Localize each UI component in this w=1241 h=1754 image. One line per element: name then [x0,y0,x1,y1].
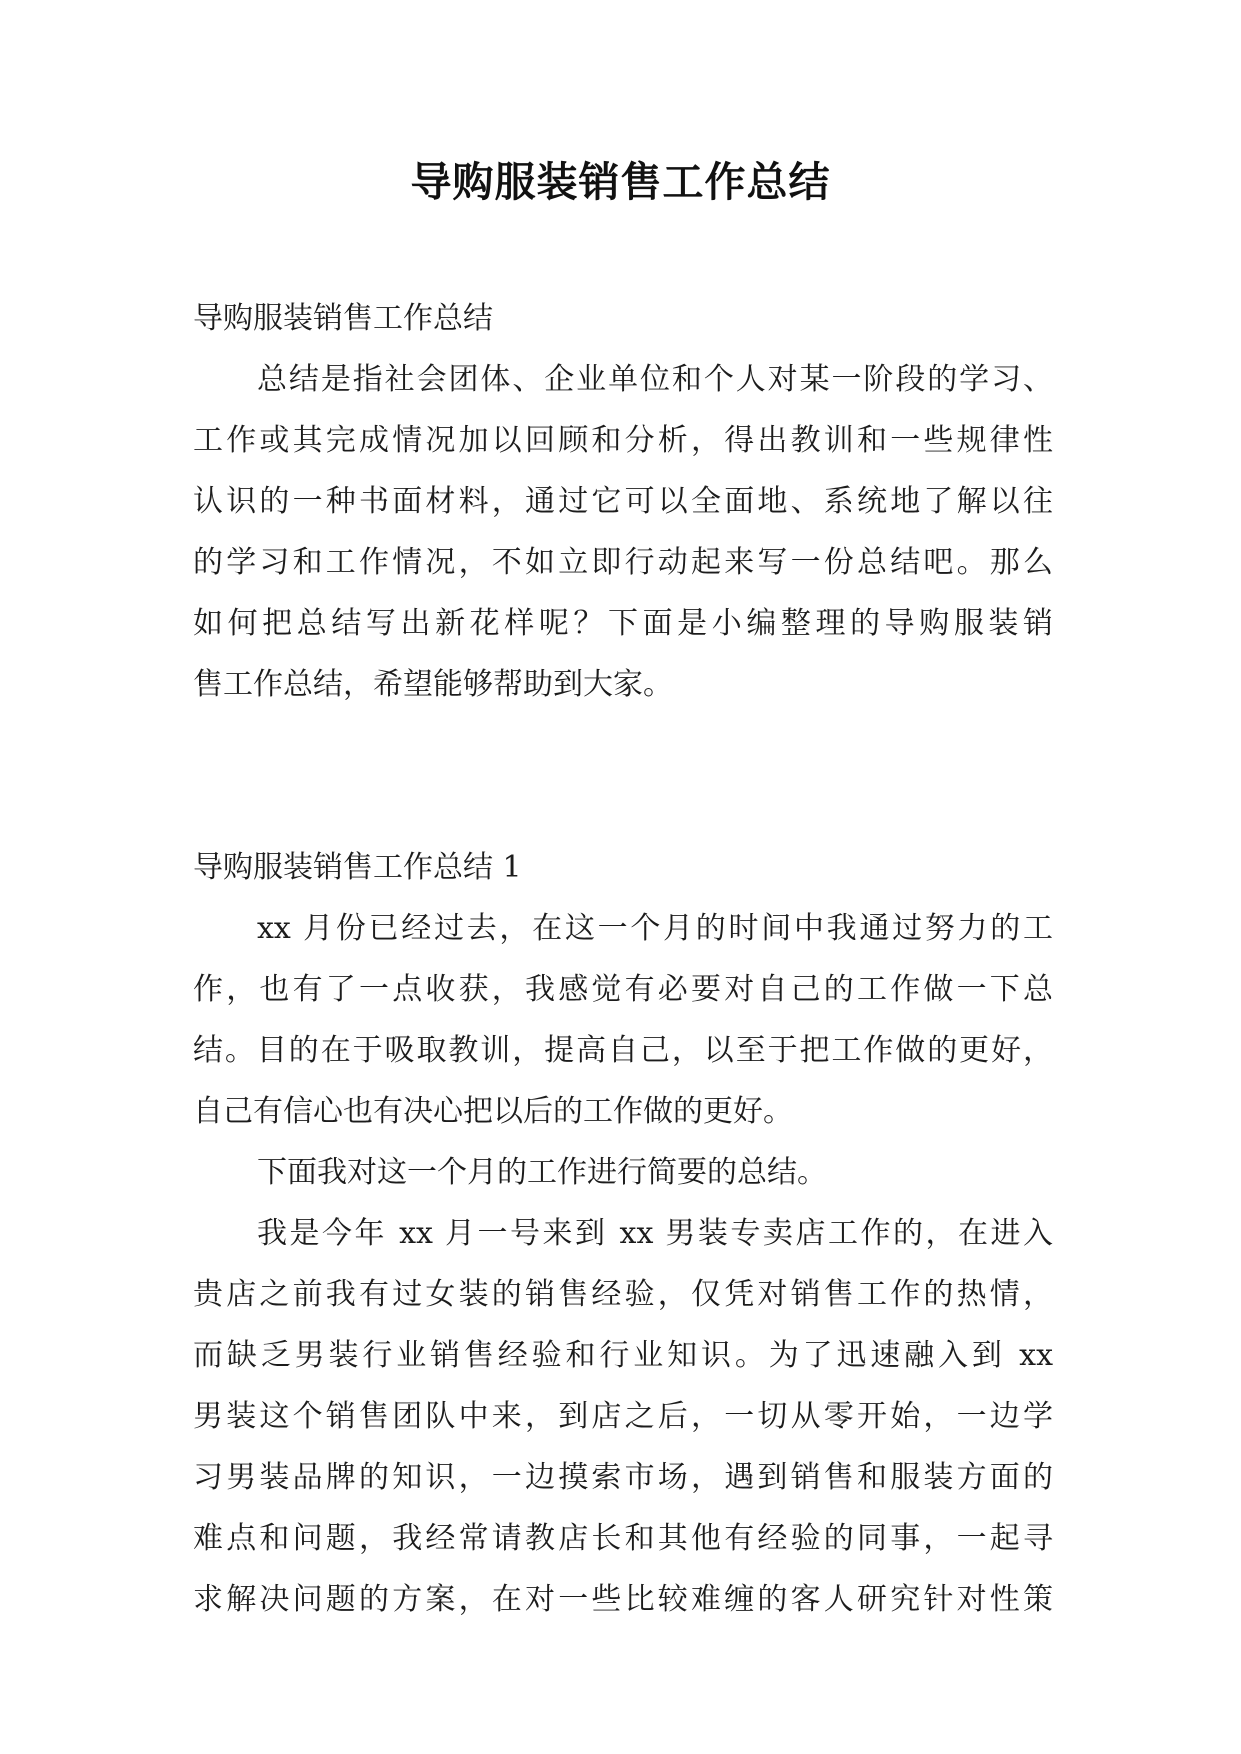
text-line: 而缺乏男装行业销售经验和行业知识。为了迅速融入到 xx [193,1338,1053,1373]
text-line: 男装这个销售团队中来，到店之后，一切从零开始，一边学 [193,1399,1053,1434]
text-line: 下面我对这一个月的工作进行简要的总结。 [257,1155,827,1190]
text-line: 自己有信心也有决心把以后的工作做的更好。 [193,1094,793,1129]
text-line: 总结是指社会团体、企业单位和个人对某一阶段的学习、 [257,362,1053,397]
text-line: 求解决问题的方案，在对一些比较难缠的客人研究针对性策 [193,1582,1053,1617]
text-line: 习男装品牌的知识，一边摸索市场，遇到销售和服装方面的 [193,1460,1053,1495]
section-1-paragraph-3 [193,1203,1053,1630]
text-line: 我是今年 xx 月一号来到 xx 男装专卖店工作的，在进入 [257,1216,1053,1251]
document-body [193,288,1053,1630]
section-heading-1: 导购服装销售工作总结 1 [193,850,522,885]
section-1-paragraph-2 [193,1142,1053,1203]
text-line: 结。目的在于吸取教训，提高自己，以至于把工作做的更好， [193,1033,1053,1068]
text-line: 难点和问题，我经常请教店长和其他有经验的同事，一起寻 [193,1521,1053,1556]
text-line: 的学习和工作情况，不如立即行动起来写一份总结吧。那么 [193,545,1053,580]
text-line: 如何把总结写出新花样呢？下面是小编整理的导购服装销 [193,606,1053,641]
section-spacer [193,715,1053,837]
text-line: 工作或其完成情况加以回顾和分析，得出教训和一些规律性 [193,423,1053,458]
text-line: xx 月份已经过去，在这一个月的时间中我通过努力的工 [257,911,1053,946]
section-1-paragraph-1 [193,898,1053,1142]
text-line: 贵店之前我有过女装的销售经验，仅凭对销售工作的热情， [193,1277,1053,1312]
document-title: 导购服装销售工作总结 [410,158,831,206]
intro-paragraph [193,349,1053,715]
text-line: 认识的一种书面材料，通过它可以全面地、系统地了解以往 [193,484,1053,519]
section-heading-intro: 导购服装销售工作总结 [193,301,493,336]
text-line: 作，也有了一点收获，我感觉有必要对自己的工作做一下总 [193,972,1053,1007]
text-line: 售工作总结，希望能够帮助到大家。 [193,667,673,702]
